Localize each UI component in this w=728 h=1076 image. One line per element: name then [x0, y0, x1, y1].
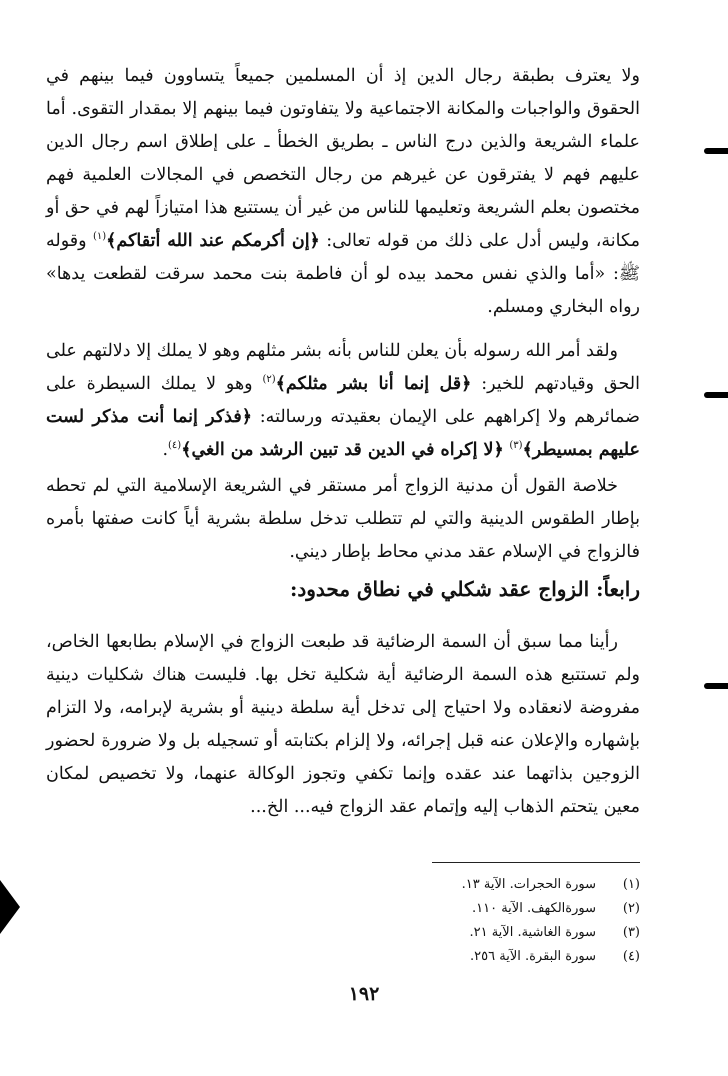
- footnote-text: سورةالكهف. الآية ١١٠.: [471, 901, 596, 916]
- segment: ولقد أمر الله رسوله بأن يعلن للناس بأنه بشر مثلهم وهو لا يملك إلا دلالتهم على الحق وقيادتهم للخير:: [46, 341, 640, 394]
- footnote-text: سورة الحجرات. الآية ١٣.: [461, 877, 596, 892]
- paragraph-3: [46, 470, 640, 569]
- paragraph-1: [46, 60, 640, 324]
- scan-edge-mark: [704, 148, 728, 154]
- paragraph-text: [46, 626, 640, 824]
- page-number: ١٩٢: [348, 983, 380, 1005]
- quran-verse: ﴿قل إنما أنا بشر مثلكم﴾: [275, 374, 472, 394]
- scan-edge-mark: [704, 392, 728, 398]
- footnote-number: (١): [622, 877, 640, 892]
- footnote-ref: (١): [92, 231, 107, 243]
- section-heading: رابعاً: الزواج عقد شكلي في نطاق محدود:: [289, 577, 640, 601]
- paragraph-text: [46, 60, 640, 324]
- footnote-number: (٢): [622, 901, 640, 916]
- segment: ولا يعترف بطبقة رجال الدين إذ أن المسلمين جميعاً يتساوون فيما بينهم في الحقوق والواجبات والمكانة الاجتماعية ولا يتفاوتون فيما بينهم إلا بمقدار التقوى. أما علماء الشريعة والذين درج الناس ـ بطريق الخطأ ـ على إطلاق اسم رجال الدين عليهم فهم لا يفترقون عن غيرهم من رجال التخصص في المجالات العلمية فهم مختصون بعلم الشريعة وتعليمها للناس من غير أن يستتبع هذا امتيازاً لهم في حق أو مكانة، وليس أدل على ذلك من قوله تعالى:: [46, 66, 640, 251]
- footnotes: [340, 873, 640, 969]
- paragraph-text: [46, 335, 640, 467]
- footnote-item: [340, 873, 640, 897]
- footnote-ref: (٣): [509, 440, 523, 452]
- footnote-ref: (٢): [262, 374, 276, 386]
- footnote-item: [340, 897, 640, 921]
- segment: خلاصة القول أن مدنية الزواج أمر مستقر في الشريعة الإسلامية التي لم تحطه بإطار الطقوس الدينية والتي لم تتطلب تدخل سلطة بشرية أياً كانت صفتها بأمره فالزواج في الإسلام عقد مدني محاط بإطار ديني.: [46, 476, 640, 562]
- footnote-text: سورة البقرة. الآية ٢٥٦.: [470, 949, 596, 964]
- quran-verse: ﴿لا إكراه في الدين قد تبين الرشد من الغي﴾: [181, 440, 504, 460]
- footnote-number: (٣): [622, 925, 640, 940]
- footnote-number: (٤): [622, 949, 640, 964]
- segment: .: [162, 440, 169, 460]
- footnote-text: سورة الغاشية. الآية ٢١.: [469, 925, 596, 940]
- segment: وقوله ﷺ: «أما والذي نفس محمد بيده لو أن فاطمة بنت محمد سرقت لقطعت يدها» رواه البخاري ومسلم.: [46, 231, 640, 317]
- quran-verse: ﴿إن أكرمكم عند الله أتقاكم﴾: [106, 231, 320, 251]
- scan-edge-shadow: [0, 880, 20, 934]
- segment: وهو لا يملك السيطرة على ضمائرهم ولا إكراههم على الإيمان بعقيدته ورسالته:: [46, 374, 641, 427]
- scan-edge-mark: [704, 683, 728, 689]
- footnote-item: [340, 945, 640, 969]
- footnote-ref: (٤): [168, 440, 182, 452]
- quran-verse: ﴿فذكر إنما أنت مذكر لست عليهم بمسيطر﴾: [46, 407, 640, 460]
- footnote-item: [340, 921, 640, 945]
- segment: رأينا مما سبق أن السمة الرضائية قد طبعت الزواج في الإسلام بطابعها الخاص، ولم تستتبع هذه السمة الرضائية أية شكلية تخل بها. فليست هناك شكليات دينية مفروضة لانعقاده ولا احتياج إلى تدخل أية سلطة دينية أو بشرية لإبرامه، ولا التزام بإشهاره والإعلان عنه قبل إجرائه، ولا إلزام بكتابته أو تسجيله بل ولا ضرورة لحضور الزوجين بذاتهما عند عقده وإنما تكفي وتجوز الوكالة عنهما، ولا تخصيص لمكان معين يتحتم الذهاب إليه وإتمام عقد الزواج فيه... الخ...: [46, 632, 640, 817]
- paragraph-4: [46, 626, 640, 824]
- paragraph-text: [46, 470, 640, 569]
- paragraph-2: [46, 335, 640, 467]
- footnote-divider: [432, 862, 640, 863]
